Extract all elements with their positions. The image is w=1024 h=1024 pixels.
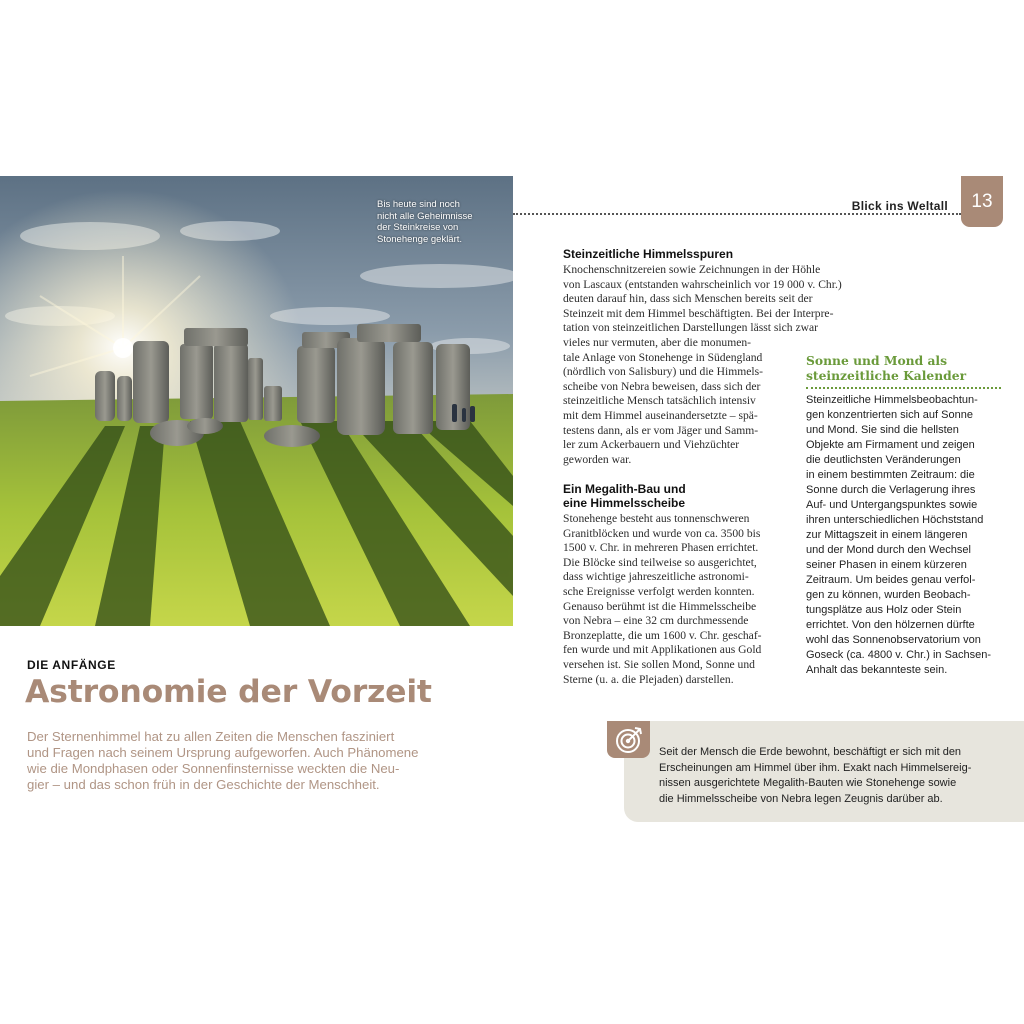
header-dotted-rule bbox=[513, 213, 961, 215]
page-number-tab: 13 bbox=[961, 176, 1003, 227]
body-line: gen konzentrierten sich auf Sonne bbox=[806, 409, 973, 421]
body-line: geworden war. bbox=[563, 452, 632, 466]
body-line: Granitblöcken und wurde von ca. 3500 bis bbox=[563, 526, 761, 540]
body-line: errichtet. Von den hölzernen dürfte bbox=[806, 619, 975, 631]
heading-line: Ein Megalith-Bau und bbox=[563, 482, 686, 496]
body-line: Steinzeit mit dem Himmel beschäftigten. Bei der Interpre- bbox=[563, 306, 834, 320]
summary-text bbox=[659, 745, 971, 807]
body-line: Stonehenge besteht aus tonnenschweren bbox=[563, 512, 750, 525]
body-line: (nördlich von Salisbury) und die Himmels- bbox=[563, 365, 763, 379]
section-heading bbox=[563, 482, 763, 510]
body-line: versehen ist. Sie sollen Mond, Sonne und bbox=[563, 657, 755, 671]
photo-caption bbox=[377, 199, 487, 245]
summary-line: Seit der Mensch die Erde bewohnt, beschäftigt er sich mit den bbox=[659, 746, 962, 758]
body-line: und der Mond durch den Wechsel bbox=[806, 544, 971, 556]
sidebar-body bbox=[806, 393, 991, 678]
body-line: tungsplätze aus Holz oder Stein bbox=[806, 604, 962, 616]
body-line: von Nebra – eine 32 cm durchmessende bbox=[563, 614, 749, 628]
body-line: Auf- und Untergangspunktes sowie bbox=[806, 499, 978, 511]
caption-line: Stonehenge geklärt. bbox=[377, 233, 463, 245]
sidebar-heading bbox=[806, 353, 1001, 389]
body-line: in einem bestimmten Zeitraum: die bbox=[806, 469, 975, 481]
body-line: deuten darauf hin, dass sich Menschen bereits seit der bbox=[563, 292, 813, 306]
body-line: Die Blöcke sind teilweise so ausgerichtet, bbox=[563, 555, 757, 569]
running-header: Blick ins Weltall bbox=[790, 199, 948, 213]
body-line: Sterne (u. a. die Plejaden) darstellen. bbox=[563, 672, 734, 686]
body-line: Sonne durch die Verlagerung ihres bbox=[806, 484, 976, 496]
intro-line: und Fragen nach seinem Ursprung aufgeworfen. Auch Phänomene bbox=[27, 745, 419, 760]
body-line: zur Mittagszeit in einem längeren bbox=[806, 529, 968, 541]
body-line: tale Anlage von Stonehenge in Südengland bbox=[563, 350, 763, 364]
chapter-title: Astronomie der Vorzeit bbox=[25, 674, 432, 710]
summary-line: nissen ausgerichtete Megalith-Bauten wie Stonehenge sowie bbox=[659, 777, 957, 789]
target-icon bbox=[607, 721, 650, 758]
body-line: gen zu können, wurden Beobach- bbox=[806, 589, 971, 601]
chapter-intro bbox=[27, 729, 418, 793]
body-line: von Lascaux (entstanden wahrscheinlich vor 19 000 v. Chr.) bbox=[563, 277, 842, 291]
body-line: Bronzeplatte, die um 1600 v. Chr. geschaf- bbox=[563, 628, 762, 642]
body-line: ler zum Ackerbauern und Viehzüchter bbox=[563, 438, 740, 452]
body-line: Goseck (ca. 4800 v. Chr.) in Sachsen- bbox=[806, 649, 992, 661]
intro-line: wie die Mondphasen oder Sonnenfinsternisse weckten die Neu- bbox=[27, 761, 400, 776]
body-line: tation von steinzeitlichen Darstellungen lässt sich zwar bbox=[563, 321, 818, 335]
intro-line: gier – und das schon früh in der Geschichte der Menschheit. bbox=[27, 777, 380, 792]
body-line: dass wichtige jahreszeitliche astronomi- bbox=[563, 570, 749, 584]
body-line: seiner Phasen in einem kürzeren bbox=[806, 559, 967, 571]
body-line: testens dann, als er vom Jäger und Samm- bbox=[563, 423, 759, 437]
body-line: wohl das Sonnenobservatorium von bbox=[806, 634, 981, 646]
heading-line: Steinzeitliche Himmelsspuren bbox=[563, 247, 734, 261]
body-line: sche Ereignisse verfolgt werden konnten. bbox=[563, 584, 755, 598]
body-line: 1500 v. Chr. in mehreren Phasen errichtet. bbox=[563, 541, 759, 555]
body-line: fen wurde und mit Applikationen aus Gold bbox=[563, 643, 762, 657]
body-line: Zeitraum. Um beides genau verfol- bbox=[806, 574, 976, 586]
caption-line: Bis heute sind noch bbox=[377, 199, 460, 210]
chapter-kicker: DIE ANFÄNGE bbox=[27, 658, 116, 672]
intro-line: Der Sternenhimmel hat zu allen Zeiten die Menschen fasziniert bbox=[27, 729, 395, 744]
heading-line: steinzeitliche Kalender bbox=[806, 368, 967, 383]
heading-line: eine Himmelsscheibe bbox=[563, 496, 686, 510]
body-line: steinzeitliche Mensch tatsächlich intensiv bbox=[563, 394, 756, 408]
body-line: ihren unterschiedlichen Höchststand bbox=[806, 514, 984, 526]
summary-line: die Himmelsscheibe von Nebra legen Zeugnis darüber ab. bbox=[659, 792, 943, 805]
body-line: die deutlichsten Veränderungen bbox=[806, 454, 961, 466]
body-line: Objekte am Firmament und zeigen bbox=[806, 439, 975, 451]
summary-line: Erscheinungen am Himmel über ihm. Exakt nach Himmelsereig- bbox=[659, 761, 972, 774]
body-line: vieles nur vermuten, aber die monumen- bbox=[563, 335, 752, 349]
section-heading bbox=[563, 247, 733, 261]
body-line: Knochenschnitzereien sowie Zeichnungen in der Höhle bbox=[563, 263, 821, 276]
section-body bbox=[563, 263, 842, 467]
section-body bbox=[563, 512, 762, 687]
body-line: Anhalt das bekannteste sein. bbox=[806, 664, 948, 676]
caption-line: der Steinkreise von bbox=[377, 222, 459, 233]
heading-line: Sonne und Mond als bbox=[806, 353, 948, 368]
body-line: scheibe von Nebra beweisen, dass sich der bbox=[563, 379, 761, 393]
body-line: mit dem Himmel auseinandersetzte – spä- bbox=[563, 408, 758, 422]
body-line: Genauso berühmt ist die Himmelsscheibe bbox=[563, 599, 757, 613]
body-line: Steinzeitliche Himmelsbeobachtun- bbox=[806, 394, 978, 406]
body-line: und Mond. Sie sind die hellsten bbox=[806, 424, 959, 436]
caption-line: nicht alle Geheimnisse bbox=[377, 210, 473, 222]
